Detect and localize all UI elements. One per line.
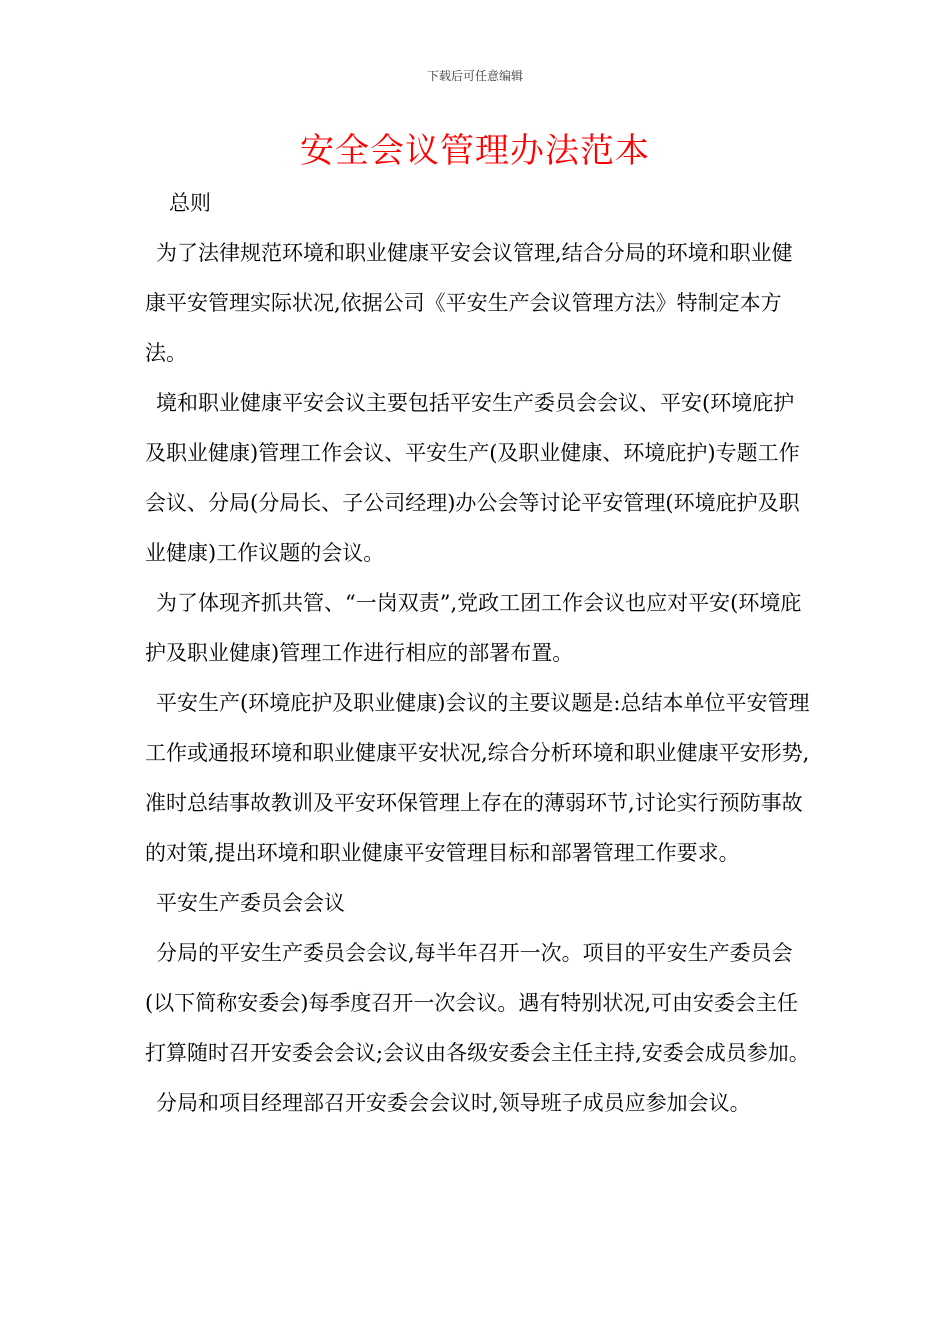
header-note: 下载后可任意编辑 (426, 69, 523, 83)
paragraph-joint-management: 为了体现齐抓共管、“一岗双责”,党政工团工作会议也应对平安(环境庇护及职业健康)管理工作进行相应的部署布置。 (145, 591, 802, 665)
document-title: 安全会议管理办法范本 (300, 131, 650, 171)
paragraph-meeting-types: 境和职业健康平安会议主要包括平安生产委员会会议、平安(环境庇护及职业健康)管理工作会议、平安生产(及职业健康、环境庇护)专题工作会议、分局(分局长、子公司经理)办公会等讨论平安管理(环境庇护及职业健康)工作议题的会议。 (145, 391, 800, 565)
section-heading-committee: 平安生产委员会会议 (156, 891, 345, 915)
paragraph-purpose: 为了法律规范环境和职业健康平安会议管理,结合分局的环境和职业健康平安管理实际状况,依据公司《平安生产会议管理方法》特制定本方法。 (145, 241, 793, 365)
section-heading-general: 总则 (169, 191, 211, 215)
paragraph-committee-frequency: 分局的平安生产委员会会议,每半年召开一次。项目的平安生产委员会(以下简称安委会)每季度召开一次会议。遇有特别状况,可由安委会主任打算随时召开安委会会议;会议由各级安委会主任主持,安委会成员参加。 (145, 941, 810, 1065)
document-body (145, 178, 810, 1128)
paragraph-committee-attendance: 分局和项目经理部召开安委会会议时,领导班子成员应参加会议。 (156, 1091, 751, 1115)
paragraph-main-topics: 平安生产(环境庇护及职业健康)会议的主要议题是:总结本单位平安管理工作或通报环境和职业健康平安状况,综合分析环境和职业健康平安形势,准时总结事故教训及平安环保管理上存在的薄弱环节,讨论实行预防事故的对策,提出环境和职业健康平安管理目标和部署管理工作要求。 (145, 691, 810, 865)
